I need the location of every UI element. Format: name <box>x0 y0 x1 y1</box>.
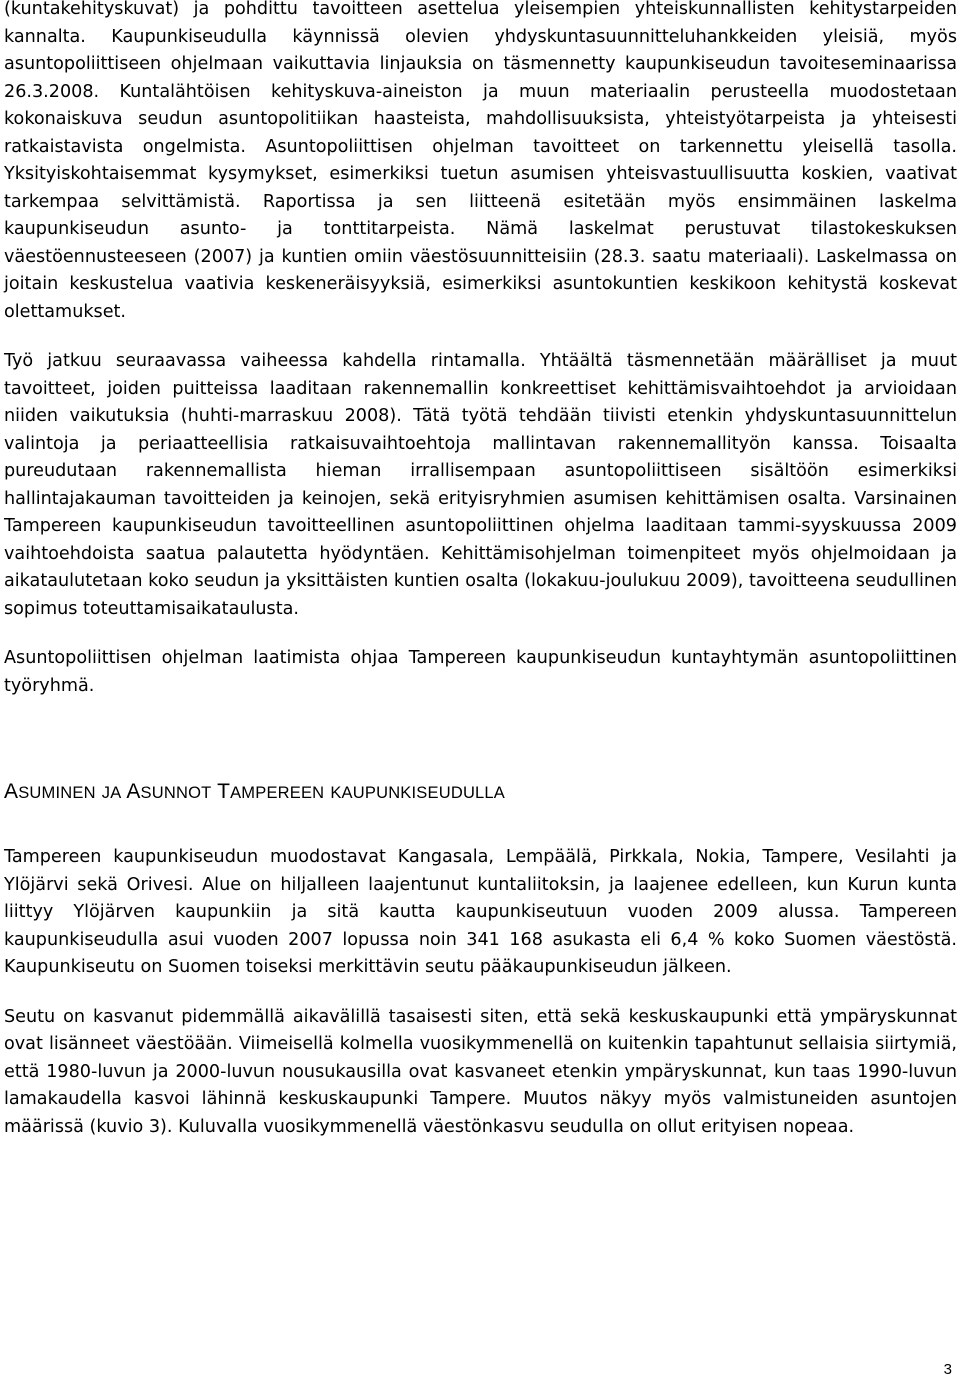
body-paragraph-2: Työ jatkuu seuraavassa vaiheessa kahdella rintamalla. Yhtäältä täsmennetään määrälliset ja muut tavoitteet, joiden puitteissa laaditaan rakennemallin konkreettiset kehittämisvaihtoehdot ja arvioidaan niiden vaikutuksia (huhti-marraskuu 2008). Tätä työtä tehdään tiivisti etenkin yhdyskuntasuunnittelun valintoja ja periaatteellisia ratkaisuvaihtoehtoja mallintavan rakennemallityön kanssa. Toisaalta pureudutaan rakennemallista hieman irrallisempaan asuntopoliittiseen sisältöön esimerkiksi hallintajakauman tavoitteiden ja keinojen, sekä erityisryhmien asumisen kehittämisen osalta. Varsinainen Tampereen kaupunkiseudun tavoitteellinen asuntopoliittinen ohjelma laaditaan tammi-syyskuussa 2009 vaihtoehdoista saatua palautetta hyödyntäen. Kehittämisohjelman toimenpiteet myös ohjelmoidaan ja aikataulutetaan koko seudun ja yksittäisten kuntien osalta (lokakuu-joulukuu 2009), tavoitteena seudullinen sopimus toteuttamisaikataulusta. <box>4 351 957 619</box>
section-heading: ASUMINEN JA ASUNNOT TAMPEREEN KAUPUNKISEUDULLA <box>4 780 506 803</box>
document-page <box>4 0 957 1141</box>
body-paragraph-3: Asuntopoliittisen ohjelman laatimista ohjaa Tampereen kaupunkiseudun kuntayhtymän asuntopoliittinen työryhmä. <box>4 648 957 696</box>
body-paragraph-5: Seutu on kasvanut pidemmällä aikavälillä tasaisesti siten, että sekä keskuskaupunki että ympäryskunnat ovat lisänneet väestöään. Viimeisellä kolmella vuosikymmenellä on kuitenkin tapahtunut sellaisia siirtymiä, että 1980-luvun ja 2000-luvun nousukausilla ovat kasvaneet etenkin ympäryskunnat, kun taas 1990-luvun lamakaudella kasvoi lähinnä keskuskaupunki Tampere. Muutos näkyy myös valmistuneiden asuntojen määrissä (kuvio 3). Kuluvalla vuosikymmenellä väestönkasvu seudulla on ollut erityisen nopeaa. <box>4 1006 957 1137</box>
body-paragraph-1: (kuntakehityskuvat) ja pohdittu tavoitteen asettelua yleisempien yhteiskunnallisten kehitystarpeiden kannalta. Kaupunkiseudulla käynnissä olevien yhdyskuntasuunnitteluhankkeiden yleisiä, myös asuntopoliittiseen ohjelmaan vaikuttavia linjauksia on täsmennetty kaupunkiseudun tavoiteseminaarissa 26.3.2008. Kuntalähtöisen kehityskuva-aineiston ja muun materiaalin perusteella muodostetaan kokonaiskuva seudun asuntopolitiikan haasteista, mahdollisuuksista, yhteistyötarpeista ja yhteisesti ratkaistavista ongelmista. Asuntopoliittisen ohjelman tavoitteet on tarkennettu yleisellä tasolla. Yksityiskohtaisemmat kysymykset, esimerkiksi tuetun asumisen yhteisvastuullisuutta koskien, vaativat tarkempaa selvittämistä. Raportissa ja sen liitteenä esitetään myös ensimmäinen laskelma kaupunkiseudun asunto- ja tonttitarpeista. Nämä laskelmat perustuvat tilastokeskuksen väestöennusteeseen (2007) ja kuntien omiin väestösuunnitteisiin (28.3. saatu materiaali). Laskelmassa on joitain keskustelua vaativia keskeneräisyyksiä, esimerkiksi asuntokuntien keskikoon kehitystä koskevat olettamukset. <box>4 0 957 322</box>
page-number: 3 <box>943 1361 952 1378</box>
body-paragraph-4: Tampereen kaupunkiseudun muodostavat Kangasala, Lempäälä, Pirkkala, Nokia, Tampere, Vesilahti ja Ylöjärvi sekä Orivesi. Alue on hiljalleen laajentunut kuntaliitoksin, ja laajenee edelleen, kun Kurun kunta liittyy Ylöjärven kaupunkiin ja sitä kautta kaupunkiseutuun vuoden 2009 alussa. Tampereen kaupunkiseudulla asui vuoden 2007 lopussa noin 341 168 asukasta eli 6,4 % koko Suomen väestöstä. Kaupunkiseutu on Suomen toiseksi merkittävin seutu pääkaupunkiseudun jälkeen. <box>4 847 957 977</box>
